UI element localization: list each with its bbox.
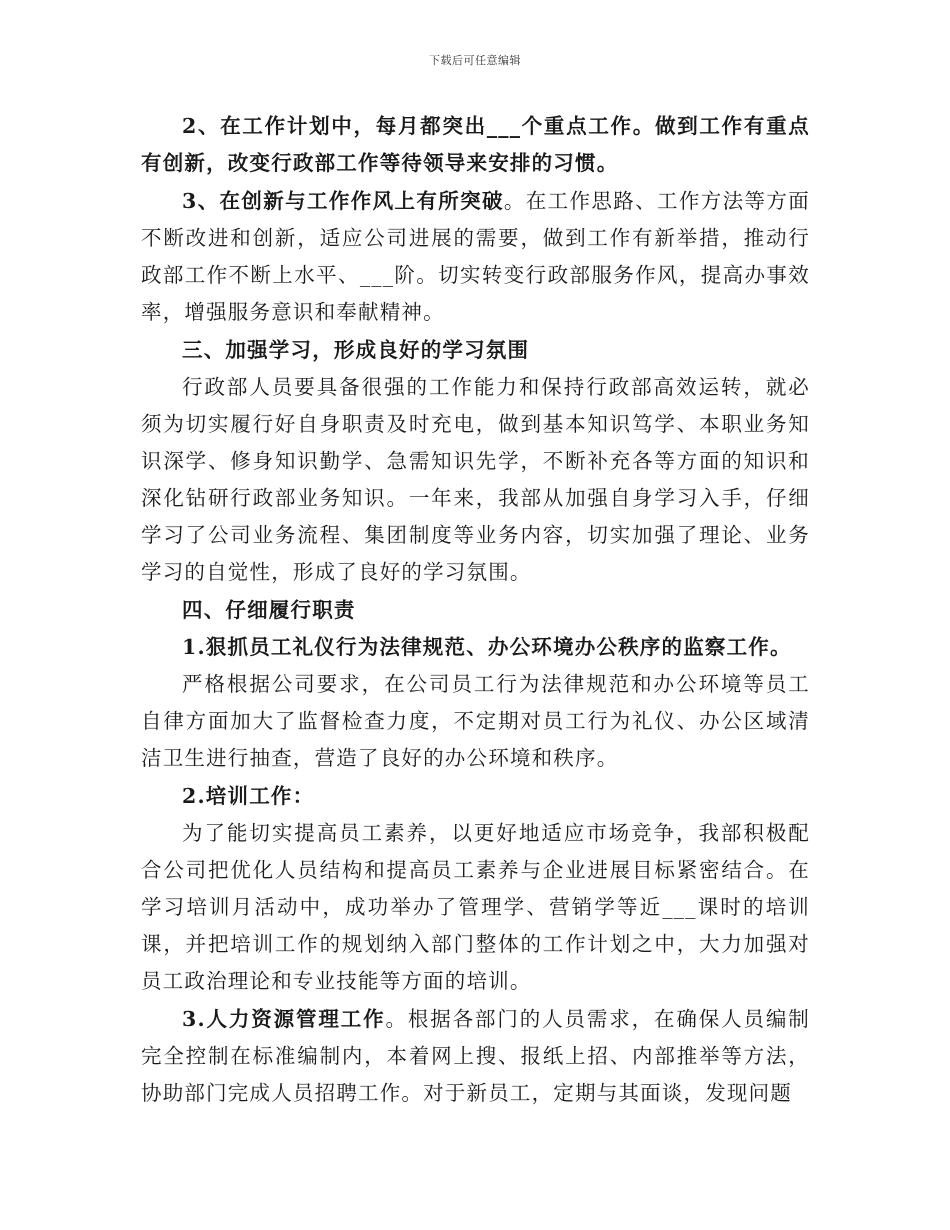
subheading-conduct-supervision: 1.狠抓员工礼仪行为法律规范、办公环境办公秩序的监察工作。 xyxy=(182,635,792,659)
paragraph-monthly-focus: 2、在工作计划中，每月都突出___个重点工作。做到工作有重点有创新，改变行政部工作等待领导来安排的习惯。 xyxy=(141,114,810,175)
innovation-text: 。在工作思路、工作方法等方面不断改进和创新，适应公司进展的需要，做到工作有新举措，推动行政部工作不断上水平、___阶。切实转变行政部服务作风，提高办事效率，增强服务意识和奉献精神。 xyxy=(141,189,810,324)
paragraph-innovation xyxy=(141,183,810,331)
paragraph-conduct-supervision: 严格根据公司要求，在公司员工行为法律规范和办公环境等员工自律方面加大了监督检查力度，不定期对员工行为礼仪、办公区域清洁卫生进行抽查，营造了良好的办公环境和秩序。 xyxy=(141,672,810,770)
hr-heading: 3.人力资源管理工作 xyxy=(182,1007,386,1031)
hr-text: 。根据各部门的人员需求，在确保人员编制完全控制在标准编制内，本着网上搜、报纸上招、内部推举等方法，协助部门完成人员招聘工作。对于新员工，定期与其面谈，发现问题 xyxy=(141,1007,810,1105)
paragraph-training: 为了能切实提高员工素养，以更好地适应市场竞争，我部积极配合公司把优化人员结构和提高员工素养与企业进展目标紧密结合。在学习培训月活动中，成功举办了管理学、营销学等近___课时的培训课，并把培训工作的规划纳入部门整体的工作计划之中，大力加强对员工政治理论和专业技能等方面的培训。 xyxy=(141,821,810,993)
innovation-heading: 3、在创新与工作作风上有所突破 xyxy=(182,189,504,213)
section-heading-learning: 三、加强学习，形成良好的学习氛围 xyxy=(182,338,530,362)
paragraph-learning: 行政部人员要具备很强的工作能力和保持行政部高效运转，就必须为切实履行好自身职责及时充电，做到基本知识笃学、本职业务知识深学、修身知识勤学、急需知识先学，不断补充各等方面的知识和深化钻研行政部业务知识。一年来，我部从加强自身学习入手，仔细学习了公司业务流程、集团制度等业务内容，切实加强了理论、业务学习的自觉性，形成了良好的学习氛围。 xyxy=(141,375,810,584)
paragraph-hr-management xyxy=(141,1001,810,1112)
document-body xyxy=(141,108,810,1112)
section-heading-duties: 四、仔细履行职责 xyxy=(182,598,356,622)
page-header-note: 下载后可任意编辑 xyxy=(429,54,521,67)
subheading-training: 2.培训工作： xyxy=(182,784,315,808)
